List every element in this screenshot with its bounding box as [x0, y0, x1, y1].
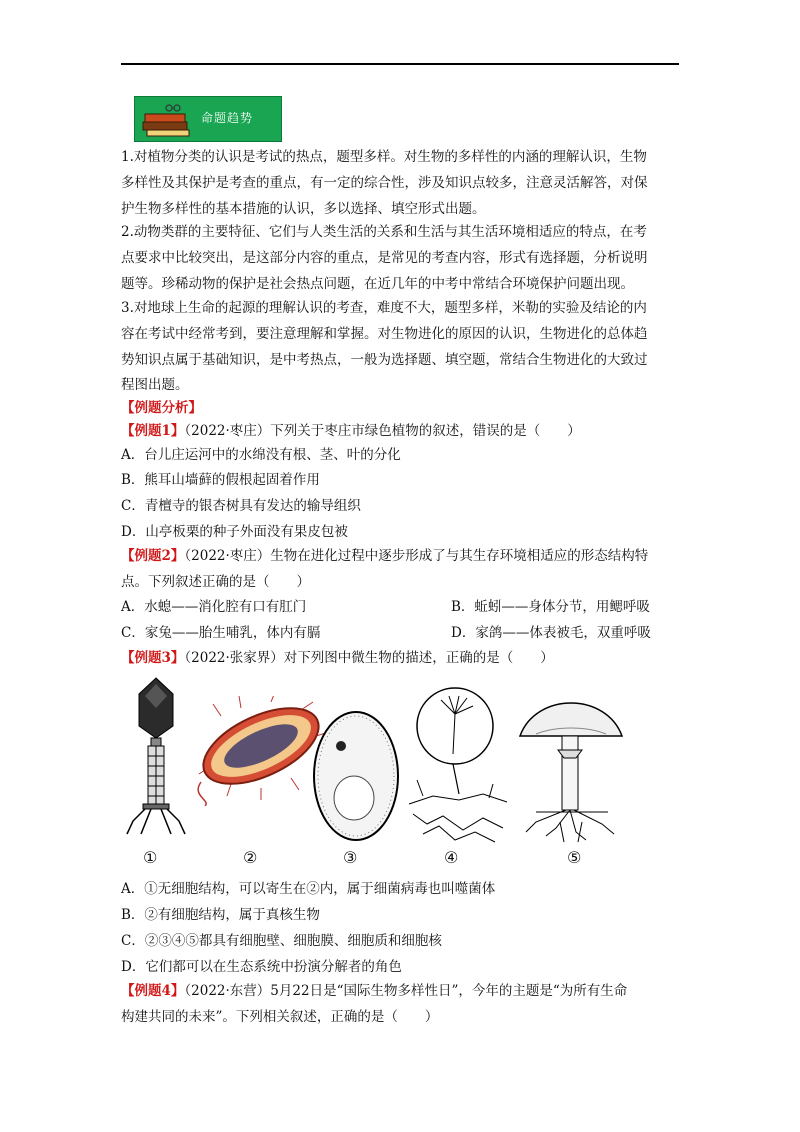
question-4 [121, 978, 687, 1004]
trend-line: 2.动物类群的主要特征、它们与人类生活的关系和生活与其生活环境相适应的特点，在考 [121, 224, 647, 240]
trend-line: 势知识点属于基础知识，是中考热点，一般为选择题、填空题，常结合生物进化的大致过 [121, 352, 648, 368]
question-tag: 【例题3】 [121, 650, 185, 666]
question-tag: 【例题4】 [121, 983, 185, 999]
figure-label: ③ [343, 848, 358, 867]
trend-line: 护生物多样性的基本措施的认识，多以选择、填空形式出题。 [121, 201, 486, 217]
trend-line: 点要求中比较突出，是这部分内容的重点，是常见的考查内容，形式有选择题，分析说明 [121, 250, 648, 266]
option: C．青檀寺的银杏树具有发达的输导组织 [121, 498, 361, 514]
yeast-figure [309, 706, 404, 846]
question-3 [121, 645, 687, 671]
question-stem-line: 点。下列叙述正确的是（ ） [121, 574, 310, 590]
question-1 [121, 418, 687, 444]
trend-line: 3.对地球上生命的起源的理解认识的考查，难度不大，题型多样，米勒的实验及结论的内 [121, 300, 647, 316]
section-title: 【例题分析】 [121, 400, 202, 416]
option: C．②③④⑤都具有细胞壁、细胞膜、细胞质和细胞核 [121, 933, 442, 949]
trend-line: 容在考试中经常考到，要注意理解和掌握。对生物进化的原因的认识，生物进化的总体趋 [121, 326, 648, 342]
trend-line: 题等。珍稀动物的保护是社会热点问题，在近几年的中考中常结合环境保护问题出现。 [121, 276, 634, 292]
option: D．它们都可以在生态系统中扮演分解者的角色 [121, 959, 402, 975]
option: B．蚯蚓——身体分节，用鳃呼吸 [451, 599, 650, 615]
figure-label: ② [243, 848, 258, 867]
figure-label: ① [143, 848, 158, 867]
trend-line: 程图出题。 [121, 377, 189, 393]
option: A．①无细胞结构，可以寄生在②内，属于细菌病毒也叫噬菌体 [121, 881, 496, 897]
question-stem-line: 构建共同的未来”。下列相关叙述，正确的是（ ） [121, 1009, 439, 1025]
option: C．家兔——胎生哺乳，体内有膈 [121, 625, 321, 641]
bacteriophage-figure [121, 676, 191, 836]
question-stem: （2022·枣庄）下列关于枣庄市绿色植物的叙述，错误的是（ ） [184, 423, 581, 439]
header-rule [121, 63, 679, 65]
option: D．山亭板栗的种子外面没有果皮包被 [121, 524, 348, 540]
question-stem: （2022·东营）5月22日是“国际生物多样性日”，今年的主题是“为所有生命 [184, 983, 628, 999]
question-tag: 【例题2】 [121, 548, 185, 564]
figure-label: ⑤ [567, 848, 582, 867]
books-icon [139, 102, 195, 138]
trend-line: 多样性及其保护是考查的重点，有一定的综合性，涉及知识点较多，注意灵活解答，对保 [121, 175, 648, 191]
question-2 [121, 543, 687, 569]
topic-trend-banner [134, 96, 282, 142]
trend-line: 1.对植物分类的认识是考试的热点，题型多样。对生物的多样性的内涵的理解认识，生物 [121, 149, 647, 165]
question-stem: （2022·枣庄）生物在进化过程中逐步形成了与其生存环境相适应的形态结构特 [184, 548, 649, 564]
banner-title: 命题趋势 [201, 111, 254, 125]
option: B．②有细胞结构，属于真核生物 [121, 907, 320, 923]
mushroom-figure [516, 686, 626, 846]
option: B．熊耳山墙藓的假根起固着作用 [121, 472, 320, 488]
option: A．水螅——消化腔有口有肛门 [121, 599, 307, 615]
microbe-figures [121, 676, 641, 876]
mold-figure [403, 684, 513, 844]
option: A．台儿庄运河中的水绵没有根、茎、叶的分化 [121, 447, 401, 463]
question-stem: （2022·张家界）对下列图中微生物的描述，正确的是（ ） [184, 650, 554, 666]
option: D．家鸽——体表被毛，双重呼吸 [451, 625, 651, 641]
figure-label: ④ [444, 848, 459, 867]
question-tag: 【例题1】 [121, 423, 185, 439]
